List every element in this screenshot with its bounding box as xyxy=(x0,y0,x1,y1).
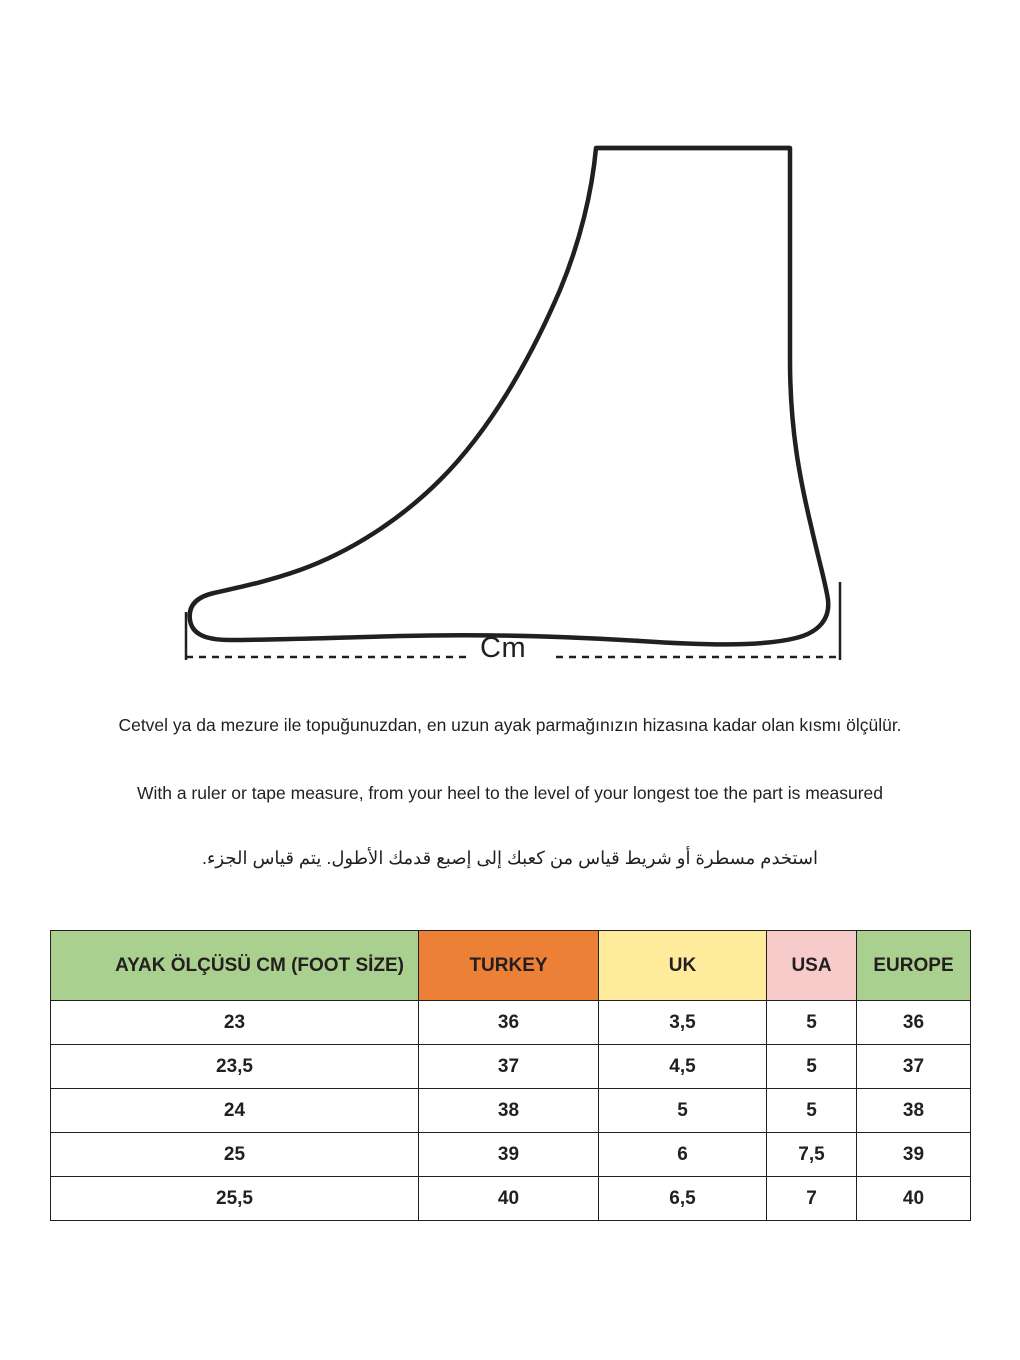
cell-uk: 4,5 xyxy=(599,1045,767,1089)
cm-label: Cm xyxy=(480,632,527,664)
cell-uk: 5 xyxy=(599,1089,767,1133)
cell-usa: 7 xyxy=(767,1177,857,1221)
cell-foot-size: 23 xyxy=(51,1001,419,1045)
cell-uk: 3,5 xyxy=(599,1001,767,1045)
table-header xyxy=(51,931,971,1001)
cell-usa: 5 xyxy=(767,1045,857,1089)
cell-foot-size: 23,5 xyxy=(51,1045,419,1089)
cell-turkey: 37 xyxy=(419,1045,599,1089)
cell-turkey: 39 xyxy=(419,1133,599,1177)
table-row xyxy=(51,1045,971,1089)
column-header-turkey: TURKEY xyxy=(419,931,599,1001)
cell-uk: 6 xyxy=(599,1133,767,1177)
size-table-container xyxy=(50,930,970,1221)
cell-foot-size: 25,5 xyxy=(51,1177,419,1221)
cell-europe: 38 xyxy=(857,1089,971,1133)
cell-europe: 36 xyxy=(857,1001,971,1045)
column-header-uk: UK xyxy=(599,931,767,1001)
table-row xyxy=(51,1177,971,1221)
cell-europe: 40 xyxy=(857,1177,971,1221)
cell-usa: 5 xyxy=(767,1001,857,1045)
instruction-english: With a ruler or tape measure, from your heel to the level of your longest toe the part is measured xyxy=(136,783,884,803)
column-header-usa: USA xyxy=(767,931,857,1001)
cell-uk: 6,5 xyxy=(599,1177,767,1221)
table-row xyxy=(51,1089,971,1133)
cell-foot-size: 24 xyxy=(51,1089,419,1133)
cell-usa: 7,5 xyxy=(767,1133,857,1177)
table-row xyxy=(51,1001,971,1045)
cell-europe: 39 xyxy=(857,1133,971,1177)
cell-turkey: 38 xyxy=(419,1089,599,1133)
cell-foot-size: 25 xyxy=(51,1133,419,1177)
table-header-row xyxy=(51,931,971,1001)
cell-turkey: 36 xyxy=(419,1001,599,1045)
table-body xyxy=(51,1001,971,1221)
size-conversion-table xyxy=(50,930,971,1221)
instructions-block xyxy=(0,690,1020,872)
column-header-foot-size: AYAK ÖLÇÜSÜ CM (FOOT SİZE) xyxy=(51,931,419,1001)
cell-turkey: 40 xyxy=(419,1177,599,1221)
instruction-turkish: Cetvel ya da mezure ile topuğunuzdan, en uzun ayak parmağınızın hizasına kadar olan kısmı ölçülür. xyxy=(118,715,902,735)
instruction-arabic: استخدم مسطرة أو شريط قياس من كعبك إلى إصبع قدمك الأطول. يتم قياس الجزء. xyxy=(201,848,819,868)
cell-europe: 37 xyxy=(857,1045,971,1089)
cell-usa: 5 xyxy=(767,1089,857,1133)
column-header-europe: EUROPE xyxy=(857,931,971,1001)
table-row xyxy=(51,1133,971,1177)
